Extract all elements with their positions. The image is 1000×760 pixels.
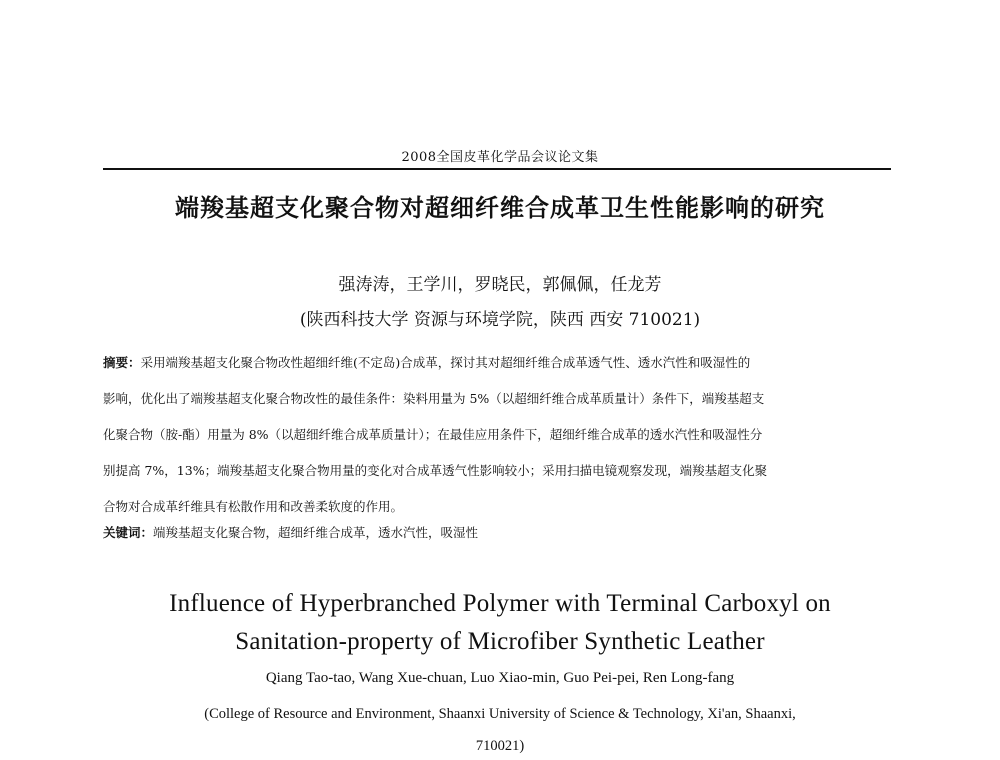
chinese-keywords <box>103 521 893 545</box>
abstract-line <box>103 345 893 381</box>
abstract-label: 摘要： <box>103 355 141 370</box>
chinese-title: 端羧基超支化聚合物对超细纤维合成革卫生性能影响的研究 <box>175 193 825 222</box>
abstract-line: 别提高 7%，13%；端羧基超支化聚合物用量的变化对合成革透气性影响较小；采用扫描电镜观察发现，端羧基超支化聚 <box>103 463 768 478</box>
chinese-authors: 强涛涛，王学川，罗晓民，郭佩佩，任龙芳 <box>338 275 662 295</box>
chinese-affiliation: (陕西科技大学 资源与环境学院，陕西 西安 710021) <box>299 310 701 330</box>
keywords-text: 端羧基超支化聚合物，超细纤维合成革，透水汽性，吸湿性 <box>153 525 479 540</box>
abstract-line: 合物对合成革纤维具有松散作用和改善柔软度的作用。 <box>103 499 404 514</box>
proceedings-header: 2008全国皮革化学品会议论文集 <box>401 150 599 165</box>
chinese-abstract <box>103 345 893 525</box>
english-authors: Qiang Tao-tao, Wang Xue-chuan, Luo Xiao-min, Guo Pei-pei, Ren Long-fang <box>265 670 735 686</box>
abstract-line: 化聚合物（胺-酯）用量为 8%（以超细纤维合成革质量计）；在最佳应用条件下，超细纤维合成革的透水汽性和吸湿性分 <box>103 427 763 442</box>
english-title-line-2: Sanitation-property of Microfiber Synthetic Leather <box>235 628 765 655</box>
keywords-label: 关键词： <box>103 525 154 540</box>
abstract-line: 影响，优化出了端羧基超支化聚合物改性的最佳条件：染料用量为 5%（以超细纤维合成革质量计）条件下，端羧基超支 <box>103 391 765 406</box>
header-rule <box>103 168 891 170</box>
english-title-line-1: Influence of Hyperbranched Polymer with Terminal Carboxyl on <box>169 590 831 617</box>
english-affiliation-line-2: 710021) <box>475 738 525 754</box>
english-affiliation-line-1: (College of Resource and Environment, Shaanxi University of Science & Technology, Xi'an, Shaanxi, <box>204 706 796 722</box>
abstract-text: 采用端羧基超支化聚合物改性超细纤维(不定岛)合成革，探讨其对超细纤维合成革透气性、透水汽性和吸湿性的 <box>140 355 751 370</box>
